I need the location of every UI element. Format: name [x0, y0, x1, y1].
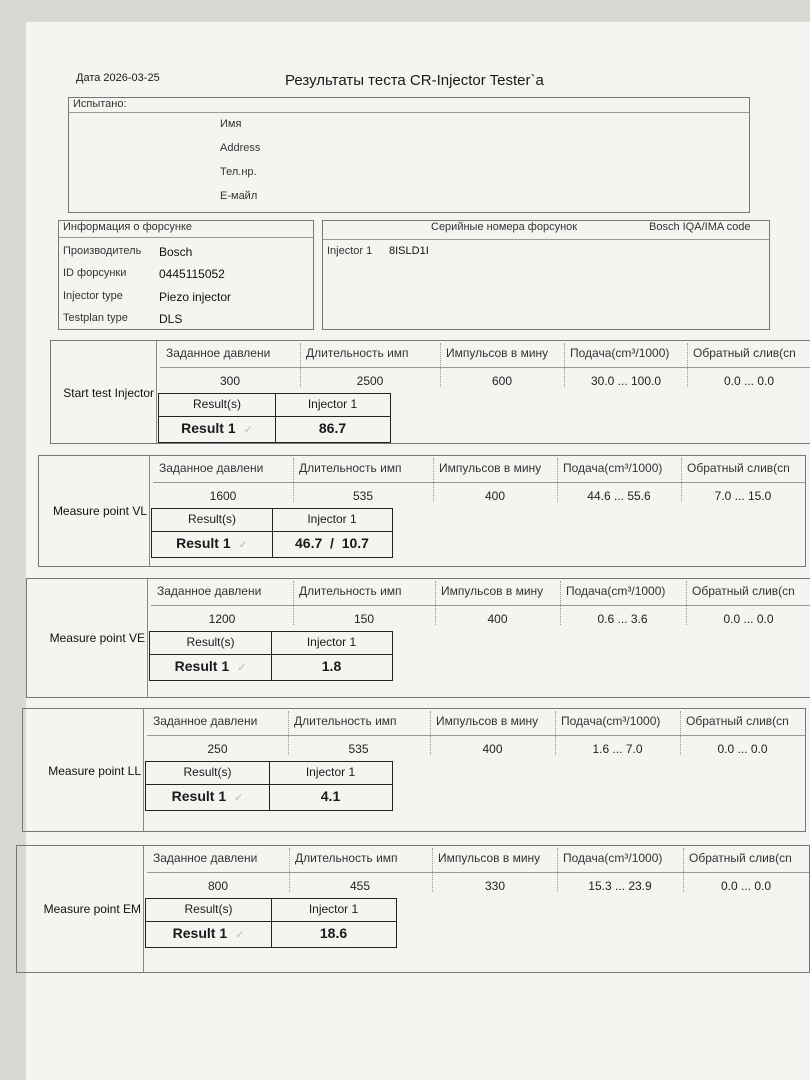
result-header-label: Result(s): [183, 765, 232, 779]
column-value: 0.0 ... 0.0: [723, 374, 775, 388]
column-value: 0.6 ... 3.6: [597, 612, 648, 626]
tested-field-address: Address: [220, 142, 261, 154]
column-header: Длительность имп: [306, 346, 409, 360]
column-header: Длительность имп: [299, 584, 402, 598]
column-value: 1200: [208, 612, 236, 626]
test-section: [38, 455, 806, 567]
serials-divider: [323, 239, 769, 240]
column-value: 15.3 ... 23.9: [588, 879, 652, 893]
result-row-text: Result 1: [181, 420, 236, 436]
result-header-label: Result(s): [187, 512, 236, 526]
header-divider: [147, 872, 809, 873]
column-value: 150: [353, 612, 375, 626]
check-icon: ✓: [235, 929, 245, 941]
column-value: 400: [487, 612, 508, 626]
result-table: [145, 761, 393, 811]
column-value: 30.0 ... 100.0: [590, 374, 662, 388]
result-row-text: Result 1: [172, 925, 228, 941]
result-value: 1.8: [321, 658, 342, 674]
test-section: [50, 340, 810, 444]
result-row-text: Result 1: [171, 788, 227, 804]
date-value: 2026-03-25: [103, 72, 160, 84]
result-row-label: [146, 925, 271, 941]
test-section: [26, 578, 810, 698]
column-header: Подача(cm³/1000): [563, 461, 663, 475]
label-separator: [147, 579, 148, 697]
result-table: [145, 898, 397, 948]
test-name: Measure point EM: [43, 902, 141, 916]
test-section: [16, 845, 810, 973]
tested-divider: [69, 112, 749, 113]
column-header: Импульсов в мину: [439, 461, 542, 475]
label-separator: [156, 341, 157, 443]
column-value: 0.0 ... 0.0: [720, 879, 772, 893]
label-separator: [143, 709, 144, 831]
info-label-testplan: Testplan type: [63, 312, 128, 324]
page-title: Результаты теста CR-Injector Tester`a: [285, 72, 544, 89]
column-header: Импульсов в мину: [436, 714, 539, 728]
column-value: 800: [207, 879, 229, 893]
result-row-label: [146, 788, 269, 804]
column-header: Заданное давлени: [157, 584, 262, 598]
test-name: Measure point LL: [48, 764, 141, 778]
column-value: 0.0 ... 0.0: [723, 612, 774, 626]
test-date: [76, 72, 160, 84]
label-separator: [149, 456, 150, 566]
injector-info-box: [58, 220, 314, 330]
tested-field-phone: Тел.нр.: [220, 166, 257, 178]
result-column-divider: [271, 899, 272, 947]
column-value: 1600: [209, 489, 237, 503]
column-header: Заданное давлени: [159, 461, 264, 475]
result-table: [149, 631, 393, 681]
result-header-injector: Injector 1: [305, 765, 356, 779]
column-header: Обратный слив(cn: [692, 584, 795, 598]
column-header: Длительность имп: [294, 714, 397, 728]
info-value-id: 0445115052: [159, 267, 225, 281]
column-header: Импульсов в мину: [446, 346, 549, 360]
result-value: 4.1: [320, 788, 341, 804]
column-header: Заданное давлени: [153, 851, 258, 865]
column-value: 2500: [356, 374, 384, 388]
column-header: Подача(cm³/1000): [570, 346, 670, 360]
result-header-label: Result(s): [186, 635, 235, 649]
serials-code-title: Bosch IQA/IMA code: [649, 221, 751, 233]
column-header: Обратный слив(cn: [687, 461, 790, 475]
tested-title: Испытано:: [73, 98, 127, 110]
result-value: 46.7 / 10.7: [295, 535, 369, 551]
header-divider: [147, 735, 805, 736]
serials-box: [322, 220, 770, 330]
column-value: 600: [491, 374, 513, 388]
column-header: Подача(cm³/1000): [566, 584, 666, 598]
check-icon: ✓: [238, 539, 248, 551]
info-label-id: ID форсунки: [63, 267, 127, 279]
header-divider: [153, 482, 805, 483]
date-label: Дата: [76, 72, 101, 84]
result-row-divider: [152, 531, 392, 532]
test-name: Start test Injector: [63, 386, 154, 400]
column-value: 455: [349, 879, 371, 893]
test-name: Measure point VE: [49, 631, 145, 645]
result-table: [158, 393, 391, 443]
column-value: 300: [219, 374, 241, 388]
serials-injector-label: Injector 1: [327, 245, 373, 257]
result-row-divider: [146, 921, 396, 922]
result-row-text: Result 1: [176, 535, 231, 551]
result-value: 18.6: [319, 925, 348, 941]
injector-info-divider: [59, 237, 313, 238]
column-value: 400: [484, 489, 506, 503]
column-value: 44.6 ... 55.6: [587, 489, 651, 503]
result-header-injector: Injector 1: [308, 902, 359, 916]
result-row-label: [159, 420, 275, 436]
result-row-divider: [150, 654, 392, 655]
column-header: Подача(cm³/1000): [563, 851, 663, 865]
result-column-divider: [269, 762, 270, 810]
result-header-injector: Injector 1: [306, 635, 357, 649]
injector-info-title: Информация о форсунке: [63, 221, 192, 233]
result-table: [151, 508, 393, 558]
column-value: 330: [484, 879, 506, 893]
result-row-text: Result 1: [174, 658, 230, 674]
column-header: Обратный слив(cn: [693, 346, 796, 360]
result-header-injector: Injector 1: [307, 512, 357, 526]
header-divider: [151, 605, 810, 606]
result-column-divider: [271, 632, 272, 680]
column-header: Обратный слив(cn: [686, 714, 789, 728]
column-header: Подача(cm³/1000): [561, 714, 661, 728]
test-name: Measure point VL: [52, 504, 147, 518]
check-icon: ✓: [243, 424, 253, 436]
serials-title: Серийные номера форсунок: [431, 221, 578, 233]
column-value: 400: [482, 742, 503, 756]
serials-injector-serial: 8ISLD1I: [389, 245, 429, 257]
tested-field-email: E-майл: [220, 190, 258, 202]
info-value-type: Piezo injector: [159, 290, 232, 304]
check-icon: ✓: [237, 662, 247, 674]
result-row-divider: [146, 784, 392, 785]
column-header: Импульсов в мину: [438, 851, 541, 865]
result-row-label: [150, 658, 271, 674]
result-header-label: Result(s): [192, 397, 241, 411]
column-value: 535: [352, 489, 374, 503]
label-separator: [143, 846, 144, 972]
result-row-label: [152, 535, 272, 551]
result-column-divider: [275, 394, 276, 442]
column-value: 0.0 ... 0.0: [717, 742, 768, 756]
column-value: 7.0 ... 15.0: [714, 489, 772, 503]
column-header: Обратный слив(cn: [689, 851, 792, 865]
check-icon: ✓: [234, 792, 244, 804]
tested-box: [68, 97, 750, 213]
tested-field-name: Имя: [220, 118, 242, 130]
info-value-manufacturer: Bosch: [159, 245, 193, 259]
test-section: [22, 708, 806, 832]
header-divider: [160, 367, 810, 368]
column-value: 1.6 ... 7.0: [592, 742, 643, 756]
info-label-type: Injector type: [63, 290, 123, 302]
column-value: 535: [348, 742, 369, 756]
result-header-label: Result(s): [184, 902, 233, 916]
result-column-divider: [272, 509, 273, 557]
column-header: Заданное давлени: [153, 714, 258, 728]
column-header: Импульсов в мину: [441, 584, 544, 598]
column-header: Длительность имп: [295, 851, 398, 865]
info-label-manufacturer: Производитель: [63, 245, 142, 257]
info-value-testplan: DLS: [159, 312, 183, 326]
column-value: 250: [207, 742, 228, 756]
result-row-divider: [159, 416, 390, 417]
column-header: Длительность имп: [299, 461, 402, 475]
result-value: 86.7: [318, 420, 347, 436]
result-header-injector: Injector 1: [307, 397, 358, 411]
column-header: Заданное давлени: [166, 346, 271, 360]
